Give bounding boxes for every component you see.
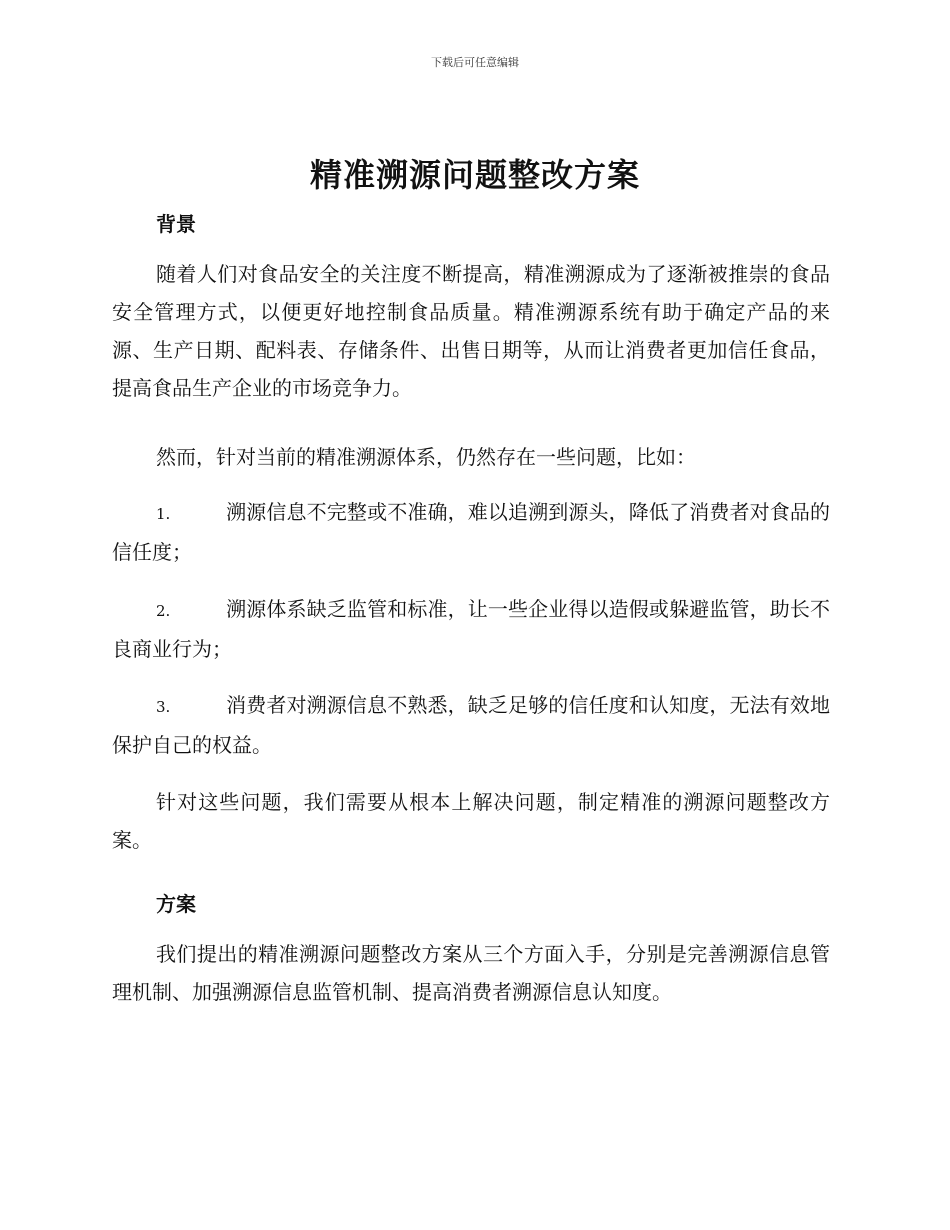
problem-list-item — [112, 686, 830, 764]
list-number: 2. — [156, 602, 171, 620]
plan-paragraph: 我们提出的精准溯源问题整改方案从三个方面入手，分别是完善溯源信息管理机制、加强溯源信息监管机制、提高消费者溯源信息认知度。 — [112, 942, 830, 1004]
background-paragraph: 随着人们对食品安全的关注度不断提高，精准溯源成为了逐渐被推崇的食品安全管理方式，以便更好地控制食品质量。精准溯源系统有助于确定产品的来源、生产日期、配料表、存储条件、出售日期等，从而让消费者更加信任食品，提高食品生产企业的市场竞争力。 — [112, 262, 830, 400]
list-number: 3. — [156, 698, 171, 716]
problem-list-item — [112, 590, 830, 668]
header-note: 下载后可任意编辑 — [431, 56, 519, 69]
problem-lead-paragraph: 然而，针对当前的精准溯源体系，仍然存在一些问题，比如： — [156, 445, 696, 469]
list-item-text: 消费者对溯源信息不熟悉，缺乏足够的信任度和认知度，无法有效地保护自己的权益。 — [112, 693, 830, 757]
list-item-text: 溯源信息不完整或不准确，难以追溯到源头，降低了消费者对食品的信任度； — [112, 500, 830, 564]
problem-list-item — [112, 493, 830, 571]
section-heading-plan: 方案 — [156, 892, 196, 916]
list-number: 1. — [156, 505, 171, 523]
section-heading-background: 背景 — [156, 212, 196, 236]
list-item-text: 溯源体系缺乏监管和标准，让一些企业得以造假或躲避监管，助长不良商业行为； — [112, 597, 830, 661]
conclusion-paragraph: 针对这些问题，我们需要从根本上解决问题，制定精准的溯源问题整改方案。 — [112, 790, 830, 852]
document-title: 精准溯源问题整改方案 — [309, 156, 640, 194]
